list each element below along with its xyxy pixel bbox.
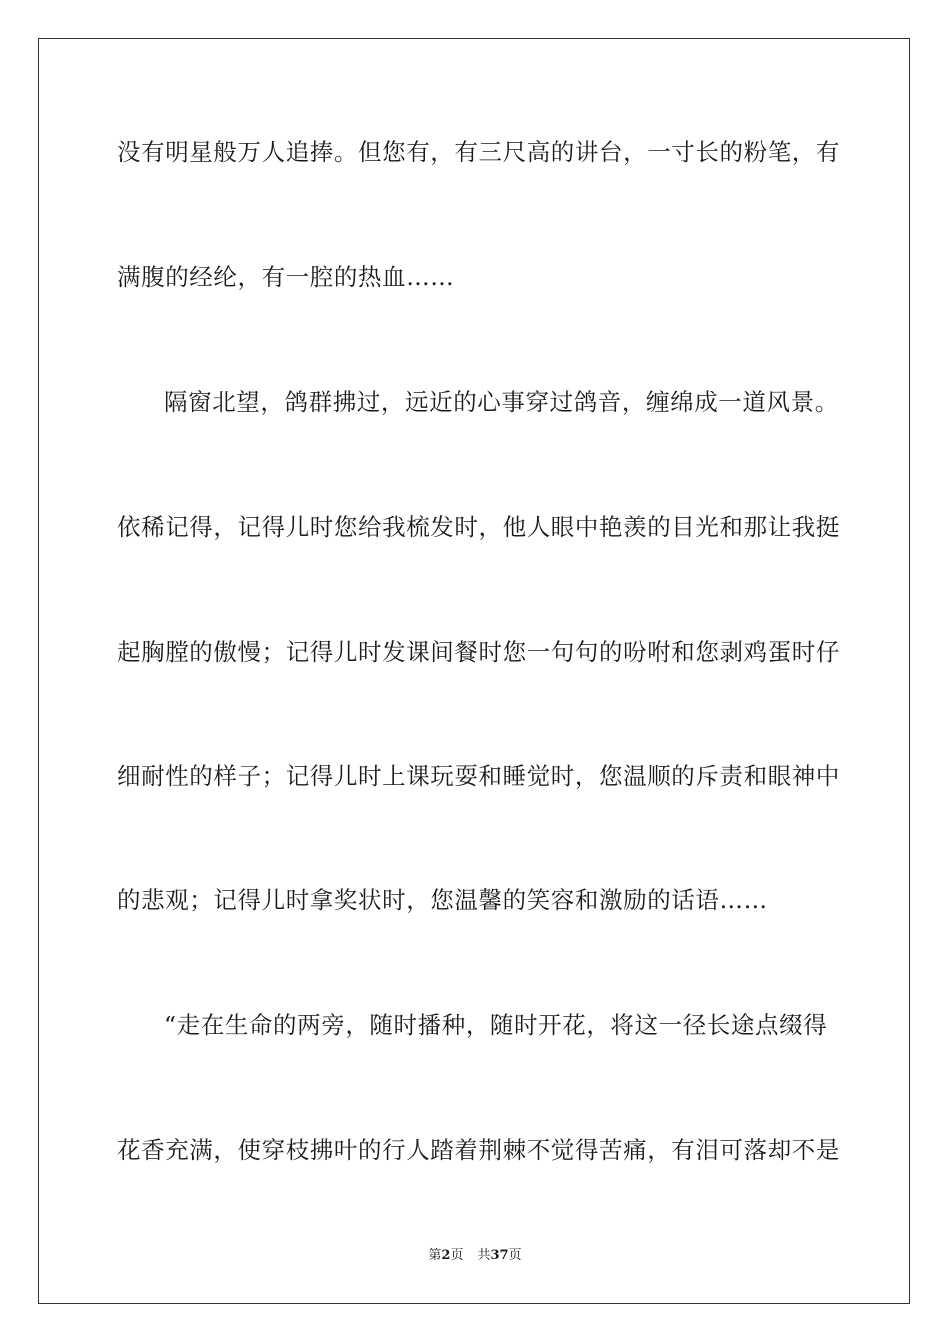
total-pages: 37 [490, 1248, 509, 1263]
total-suffix: 页 [508, 1248, 522, 1263]
page-suffix: 页 [450, 1248, 464, 1263]
text-line: 细耐性的样子；记得儿时上课玩耍和睡觉时，您温顺的斥责和眼神中 [117, 762, 840, 790]
text-line: 满腹的经纶，有一腔的热血…… [117, 263, 455, 291]
text-line: 没有明星般万人追捧。但您有，有三尺高的讲台，一寸长的粉笔，有 [117, 138, 840, 166]
text-line: 起胸膛的傲慢；记得儿时发课间餐时您一句句的吩咐和您剥鸡蛋时仔 [117, 638, 840, 666]
page-prefix: 第 [428, 1248, 442, 1263]
text-line: “走在生命的两旁，随时播种，随时开花，将这一径长途点缀得 [164, 1011, 828, 1039]
page-number: 2 [441, 1248, 451, 1263]
total-prefix: 共 [477, 1248, 491, 1263]
text-line: 的悲观；记得儿时拿奖状时，您温馨的笑容和激励的话语…… [117, 886, 768, 914]
page-border [38, 38, 910, 1304]
text-line: 花香充满，使穿枝拂叶的行人踏着荆棘不觉得苦痛，有泪可落却不是 [117, 1136, 840, 1164]
text-line: 隔窗北望，鸽群拂过，远近的心事穿过鸽音，缠绵成一道风景。 [164, 388, 839, 416]
text-line: 依稀记得，记得儿时您给我梳发时，他人眼中艳羡的目光和那让我挺 [117, 513, 840, 541]
page-footer [0, 1247, 950, 1265]
